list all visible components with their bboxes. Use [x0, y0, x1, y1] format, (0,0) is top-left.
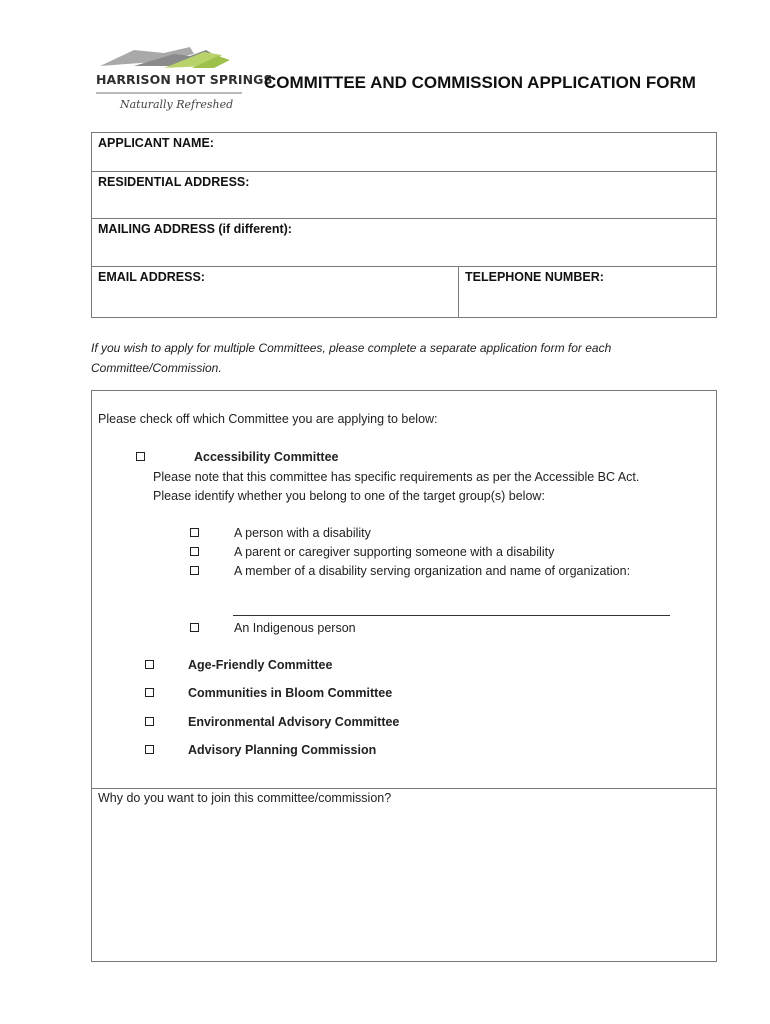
- logo-name: HARRISON HOT SPRINGS: [96, 72, 273, 87]
- mountain-logo-icon: [94, 44, 246, 74]
- group-organization-label: A member of a disability serving organization and name of organization:: [234, 564, 631, 578]
- group-caregiver-label: A parent or caregiver supporting someone with a disability: [234, 545, 555, 559]
- column-divider: [458, 266, 459, 318]
- accessibility-committee-checkbox[interactable]: [136, 452, 145, 461]
- group-organization-checkbox[interactable]: [190, 566, 199, 575]
- multiple-committees-note: If you wish to apply for multiple Committees, please complete a separate application form for each Committee/Commission.: [91, 341, 612, 375]
- section-divider: [91, 788, 717, 789]
- group-disability-checkbox[interactable]: [190, 528, 199, 537]
- accessibility-note-1: Please note that this committee has specific requirements as per the Accessible BC Act.: [153, 470, 640, 484]
- telephone-number-field[interactable]: TELEPHONE NUMBER:: [465, 270, 604, 284]
- residential-address-field[interactable]: RESIDENTIAL ADDRESS:: [98, 175, 250, 189]
- advisory-planning-label: Advisory Planning Commission: [188, 743, 377, 757]
- group-indigenous-label: An Indigenous person: [234, 621, 356, 635]
- communities-in-bloom-checkbox[interactable]: [145, 688, 154, 697]
- row-divider: [91, 171, 717, 172]
- communities-in-bloom-label: Communities in Bloom Committee: [188, 686, 393, 700]
- group-indigenous-checkbox[interactable]: [190, 623, 199, 632]
- committee-prompt: Please check off which Committee you are applying to below:: [98, 412, 438, 426]
- row-divider: [91, 218, 717, 219]
- group-disability-label: A person with a disability: [234, 526, 371, 540]
- row-divider: [91, 266, 717, 267]
- environmental-advisory-checkbox[interactable]: [145, 717, 154, 726]
- applicant-name-field[interactable]: APPLICANT NAME:: [98, 136, 214, 150]
- accessibility-committee-label: Accessibility Committee: [194, 450, 339, 464]
- logo: [94, 44, 273, 118]
- group-caregiver-checkbox[interactable]: [190, 547, 199, 556]
- form-title: COMMITTEE AND COMMISSION APPLICATION FORM: [264, 73, 696, 92]
- logo-tagline: Naturally Refreshed: [120, 98, 234, 111]
- age-friendly-label: Age-Friendly Committee: [188, 658, 333, 672]
- mailing-address-field[interactable]: MAILING ADDRESS (if different):: [98, 222, 292, 236]
- age-friendly-checkbox[interactable]: [145, 660, 154, 669]
- advisory-planning-checkbox[interactable]: [145, 745, 154, 754]
- environmental-advisory-label: Environmental Advisory Committee: [188, 715, 400, 729]
- email-address-field[interactable]: EMAIL ADDRESS:: [98, 270, 205, 284]
- logo-divider-icon: [94, 90, 246, 96]
- organization-name-line[interactable]: [233, 615, 670, 616]
- accessibility-note-2: Please identify whether you belong to one of the target group(s) below:: [153, 489, 545, 503]
- why-join-field[interactable]: Why do you want to join this committee/commission?: [98, 791, 392, 805]
